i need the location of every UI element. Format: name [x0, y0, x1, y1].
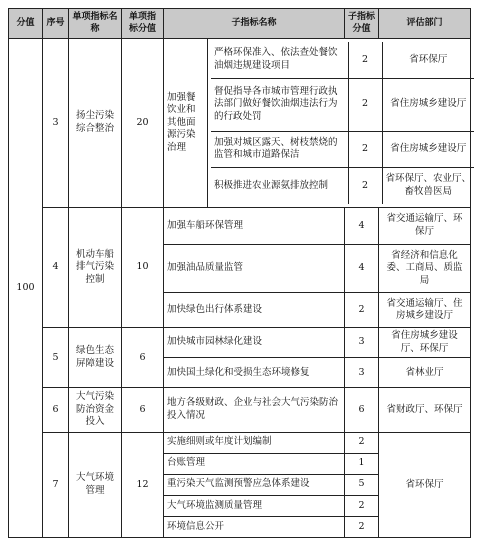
sub-score: 4 [345, 244, 379, 292]
sub-score: 3 [345, 328, 379, 358]
sub-dept: 省交通运输厅、环保厅 [379, 207, 471, 244]
sub-dept: 省环保厅 [379, 432, 471, 537]
sub-score: 5 [345, 474, 379, 495]
sub-score: 2 [345, 516, 379, 537]
item-seq: 4 [43, 207, 69, 327]
sub-name: 加强油品质量监管 [164, 244, 345, 292]
item-score: 6 [122, 388, 164, 432]
indicator-table [8, 8, 471, 538]
table-row [9, 207, 471, 244]
sub-dept: 省环保厅、农业厅、畜牧兽医局 [382, 168, 474, 204]
sub-dept: 省住房城乡建设厅 [382, 78, 474, 131]
sub-name: 实施细则或年度计划编制 [164, 432, 345, 453]
sub-dept: 省环保厅 [382, 42, 474, 78]
header-sub-score: 子指标分值 [345, 9, 379, 39]
sub-name: 加快城市园林绿化建设 [164, 328, 345, 358]
sub-row [211, 78, 474, 131]
sub-name: 严格环保准入、依法查处餐饮油烟违规建设项目 [211, 42, 348, 78]
sub-score: 1 [345, 453, 379, 474]
sub-name: 加快国土绿化和受损生态环境修复 [164, 358, 345, 388]
header-sub-name: 子指标名称 [164, 9, 345, 39]
header-single-score: 单项指标分值 [122, 9, 164, 39]
sub-score: 3 [345, 358, 379, 388]
sub-name: 积极推进农业源氨排放控制 [211, 168, 348, 204]
table-row [9, 388, 471, 432]
sub-dept: 省交通运输厅、住房城乡建设厅 [379, 293, 471, 328]
sub-dept: 省财政厅、环保厅 [379, 388, 471, 432]
header-score: 分值 [9, 9, 43, 39]
sub-dept: 省经济和信息化委、工商局、质监局 [379, 244, 471, 292]
sub-score: 2 [345, 432, 379, 453]
sub-score: 2 [348, 42, 382, 78]
item-name: 大气污染防治资金投入 [69, 388, 122, 432]
item-name: 大气环境管理 [69, 432, 122, 537]
sub-name: 大气环境监测质量管理 [164, 495, 345, 516]
item-score: 20 [122, 39, 164, 208]
sub-indicator-table [211, 42, 474, 204]
item-name: 机动车船排气污染控制 [69, 207, 122, 327]
sub-name: 加快绿色出行体系建设 [164, 293, 345, 328]
item-name: 扬尘污染综合整治 [69, 39, 122, 208]
sub-name: 重污染天气监测预警应急体系建设 [164, 474, 345, 495]
item-name: 绿色生态屏障建设 [69, 328, 122, 388]
sub-name: 加强车船环保管理 [164, 207, 345, 244]
sub-score: 2 [345, 495, 379, 516]
sub-score: 2 [348, 78, 382, 131]
sub-name: 加强对城区露天、树枝禁烧的监管和城市道路保洁 [211, 131, 348, 168]
item-seq: 5 [43, 328, 69, 388]
sub-dept: 省林业厅 [379, 358, 471, 388]
sub-dept: 省住房城乡建设厅、环保厅 [379, 328, 471, 358]
sub-row [211, 131, 474, 168]
header-seq: 序号 [43, 9, 69, 39]
sub-score: 6 [345, 388, 379, 432]
sub-dept: 省住房城乡建设厅 [382, 131, 474, 168]
sub-name: 台账管理 [164, 453, 345, 474]
header-dept: 评估部门 [379, 9, 471, 39]
sub-score: 2 [348, 168, 382, 204]
sub-score: 4 [345, 207, 379, 244]
sub-name: 环境信息公开 [164, 516, 345, 537]
table-row [9, 432, 471, 453]
sub-score: 2 [348, 131, 382, 168]
item-score: 6 [122, 328, 164, 388]
sub-name: 地方各级财政、企业与社会大气污染防治投入情况 [164, 388, 345, 432]
header-row [9, 9, 471, 39]
header-single-name: 单项指标名称 [69, 9, 122, 39]
item-seq: 3 [43, 39, 69, 208]
sub-indicator-block [208, 39, 471, 208]
item-seq: 6 [43, 388, 69, 432]
total-score: 100 [9, 39, 43, 538]
table-row [9, 328, 471, 358]
item-score: 12 [122, 432, 164, 537]
sub-row [211, 168, 474, 204]
item-score: 10 [122, 207, 164, 327]
sub-score: 2 [345, 293, 379, 328]
sub-row [211, 42, 474, 78]
sub-name: 督促指导各市城市管理行政执法部门做好餐饮油烟违法行为的行政处罚 [211, 78, 348, 131]
table-row [9, 39, 471, 208]
sub-group-name: 加强餐饮业和其他面源污染治理 [164, 39, 208, 208]
item-seq: 7 [43, 432, 69, 537]
